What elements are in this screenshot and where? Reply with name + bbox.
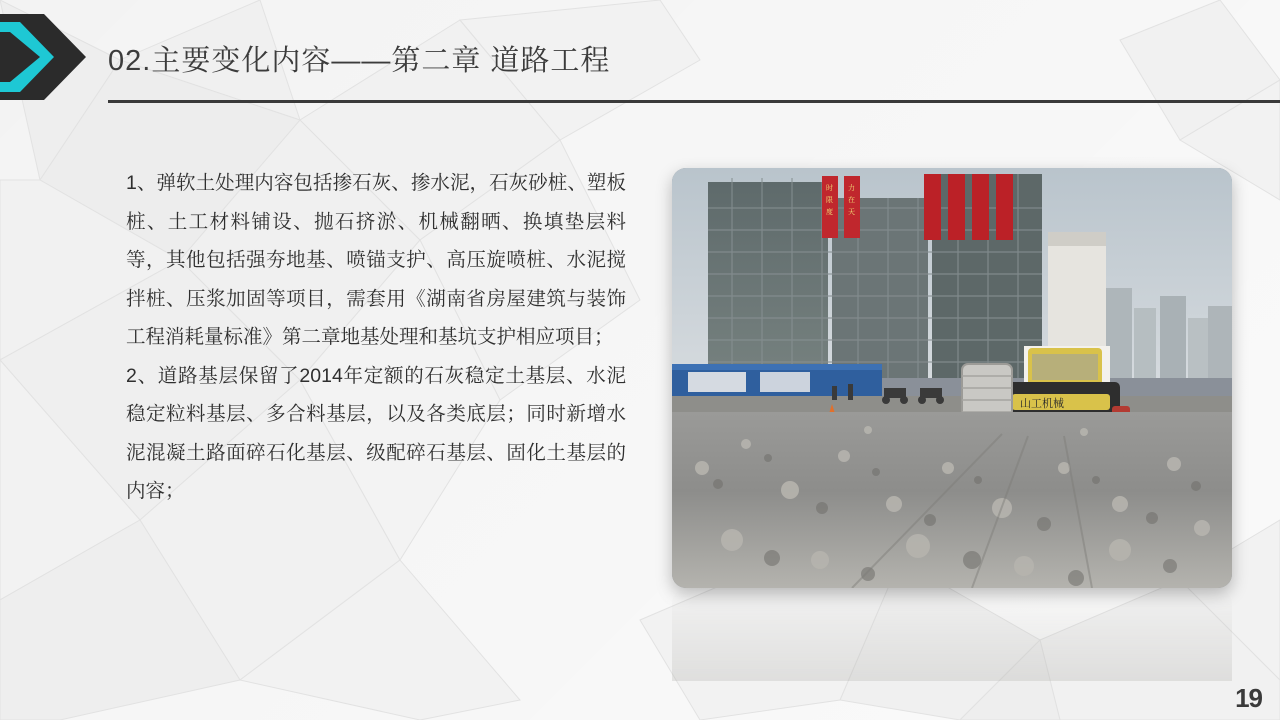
- page-title: 02.主要变化内容——第二章 道路工程: [108, 45, 611, 77]
- svg-text:天: 天: [848, 209, 855, 216]
- svg-text:力: 力: [848, 185, 855, 192]
- paragraph-1: 1、弹软土处理内容包括掺石灰、掺水泥，石灰砂桩、塑板桩、土工材料铺设、抛石挤淤、机械翻晒、换填垫层料等，其他包括强夯地基、喷锚支护、高压旋喷桩、水泥搅拌桩、压浆加固等项目，需套用《湖南省房屋建筑与装饰工程消耗量标准》第二章地基处理和基坑支护相应项目；: [126, 172, 626, 348]
- header-divider: [108, 100, 1280, 103]
- chevron-right-icon: [0, 14, 86, 100]
- svg-text:限: 限: [826, 197, 833, 204]
- photo-reflection: [672, 589, 1232, 681]
- svg-text:时: 时: [826, 185, 833, 192]
- svg-text:度: 度: [826, 209, 833, 216]
- svg-text:在: 在: [848, 197, 855, 204]
- svg-text:山工机械: 山工机械: [1020, 398, 1064, 410]
- page-number: 19: [1235, 683, 1262, 713]
- body-content: [126, 164, 626, 511]
- road-construction-photo: [672, 168, 1232, 588]
- paragraph-2: 2、道路基层保留了2014年定额的石灰稳定土基层、水泥稳定粒料基层、多合料基层，以及各类底层；同时新增水泥混凝土路面碎石化基层、级配碎石基层、固化土基层的内容；: [126, 364, 626, 502]
